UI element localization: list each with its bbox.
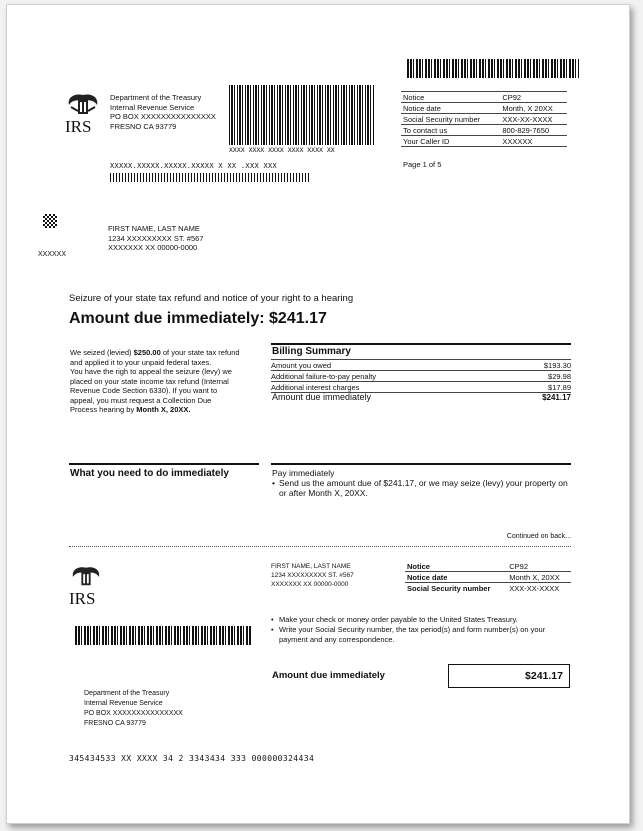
pay-immediately: Pay immediately — [272, 468, 335, 478]
agency-line: Department of the Treasury — [110, 93, 202, 102]
stub-amount-value: $241.17 — [525, 670, 563, 682]
billing-value: $17.89 — [509, 382, 571, 393]
recipient-name: FIRST NAME, LAST NAME — [108, 224, 200, 233]
top-2d-barcode — [407, 59, 579, 78]
notice-page — [6, 4, 630, 824]
notice-label: Your Caller ID — [401, 136, 500, 147]
stub-notice-label: Notice — [405, 561, 507, 572]
bullet-icon: • — [272, 478, 275, 488]
action-rule-left — [69, 463, 259, 465]
return-line: Department of the Treasury — [84, 690, 170, 697]
tear-line — [69, 546, 571, 547]
pay-bullet-text: Send us the amount due of $241.17, or we may seize (levy) your property on or after Month X, 20XX. — [279, 478, 568, 498]
billing-table — [271, 359, 571, 393]
pay-bullet — [272, 478, 572, 498]
stub-bullet — [271, 625, 571, 645]
billing-value: $29.98 — [509, 371, 571, 382]
agency-address — [110, 93, 216, 131]
notice-value: 800-829-7650 — [500, 125, 567, 136]
notice-label: Notice — [401, 92, 500, 103]
stub-eagle-logo — [69, 564, 103, 588]
action-heading: What you need to do immediately — [70, 468, 229, 479]
stub-notice-value: XXX-XX-XXXX — [509, 583, 560, 593]
notice-label: Social Security number — [401, 114, 500, 125]
notice-info-table — [401, 91, 567, 147]
notice-value: Month, X 20XX — [500, 103, 567, 114]
agency-line: Internal Revenue Service — [110, 102, 195, 112]
billing-total-value: $241.17 — [542, 393, 571, 402]
billing-row — [271, 382, 571, 393]
notice-label: To contact us — [401, 125, 500, 136]
stub-street: 1234 XXXXXXXXX ST. #567 — [271, 572, 354, 579]
stub-bullet-text: Write your Social Security number, the tax period(s) and form number(s) on your payment and any correspondence. — [279, 625, 546, 644]
stub-amount-box[interactable] — [448, 664, 570, 688]
stub-instructions — [271, 615, 571, 645]
stub-name: FIRST NAME, LAST NAME — [271, 563, 351, 570]
hearing-deadline: Month X, 20XX. — [136, 405, 191, 414]
stub-notice-row — [405, 561, 571, 572]
notice-value: CP92 — [500, 92, 567, 103]
page-number: Page 1 of 5 — [403, 160, 442, 169]
seized-amount: $250.00 — [133, 348, 161, 357]
postnet-barcode — [110, 173, 310, 182]
stub-amount-label: Amount due immediately — [272, 670, 385, 681]
billing-value: $193.30 — [509, 360, 571, 371]
linear-barcode — [229, 85, 374, 145]
return-line: FRESNO CA 93779 — [84, 720, 146, 727]
stub-notice-row — [405, 572, 571, 583]
stub-city: XXXXXXX XX 00000-0000 — [271, 581, 349, 588]
datamatrix-code — [43, 214, 57, 228]
billing-row — [271, 360, 571, 371]
return-line: PO BOX XXXXXXXXXXXXXXX — [84, 710, 183, 717]
irs-eagle-logo — [65, 91, 101, 117]
stub-notice-row — [405, 583, 571, 594]
seizure-text: We seized (levied) — [70, 348, 134, 357]
notice-value: XXXXXX — [500, 136, 567, 147]
recipient-address — [108, 224, 203, 253]
bullet-icon: • — [271, 615, 274, 624]
bullet-icon: • — [271, 625, 274, 634]
seizure-explanation — [70, 348, 240, 415]
notice-row — [401, 103, 567, 114]
billing-total-label: Amount due immediately — [272, 392, 372, 402]
amount-due-heading: Amount due immediately: $241.17 — [69, 310, 327, 327]
stub-notice-label: Social Security number — [407, 583, 491, 593]
seizure-text: of your state tax refund and applied it to your unpaid federal taxes. — [70, 348, 240, 367]
billing-summary-title: Billing Summary — [272, 346, 351, 357]
address-code: XXXXX.XXXXX.XXXXX.XXXXX X XX .XXX XXX — [110, 162, 278, 170]
notice-subtitle: Seizure of your state tax refund and notice of your right to a hearing — [69, 293, 354, 304]
agency-line: FRESNO CA 93779 — [110, 121, 177, 131]
agency-line: PO BOX XXXXXXXXXXXXXXX — [110, 112, 216, 121]
notice-row — [401, 114, 567, 125]
notice-label: Notice date — [401, 103, 500, 114]
notice-value: XXX-XX-XXXX — [500, 114, 567, 125]
notice-row — [401, 125, 567, 136]
scan-line: 345434533 XX XXXX 34 2 3343434 333 000000324434 — [69, 754, 315, 763]
recipient-city: XXXXXXX XX 00000-0000 — [108, 243, 198, 252]
recipient-street: 1234 XXXXXXXXX ST. #567 — [108, 233, 204, 243]
continued-note: Continued on back... — [506, 533, 571, 540]
billing-label: Amount you owed — [271, 360, 509, 371]
stub-bullet-text: Make your check or money order payable to the United States Treasury. — [279, 615, 518, 624]
stub-bullet — [271, 615, 571, 625]
notice-row — [401, 92, 567, 103]
billing-label: Additional interest charges — [271, 382, 509, 393]
stub-irs-text: IRS — [69, 589, 96, 608]
appeal-text: You have the righ to appeal the seizure (levy) we placed on your state income tax refund (Internal Revenue Code Section 6330). If you want to appeal, you must request a Collection Due Process hearing by — [70, 367, 232, 414]
stub-notice-label: Notice date — [405, 572, 507, 583]
irs-logo-text: IRS — [65, 117, 92, 136]
barcode-text: XXXX XXXX XXXX XXXX XXXX XX — [229, 146, 335, 154]
stub-recipient — [271, 562, 354, 589]
stub-return-address — [84, 689, 183, 729]
stub-notice-value: Month X, 20XX — [507, 572, 571, 583]
stub-notice-value: CP92 — [507, 561, 571, 572]
billing-label: Additional failure-to-pay penalty — [271, 371, 509, 382]
billing-row — [271, 371, 571, 382]
notice-row — [401, 136, 567, 147]
billing-top-rule — [271, 343, 571, 345]
stub-2d-barcode — [75, 626, 251, 645]
recipient-code: XXXXXX — [38, 251, 67, 258]
stub-notice-table — [405, 561, 571, 593]
return-line: Internal Revenue Service — [84, 700, 163, 707]
action-rule-right — [271, 463, 571, 465]
